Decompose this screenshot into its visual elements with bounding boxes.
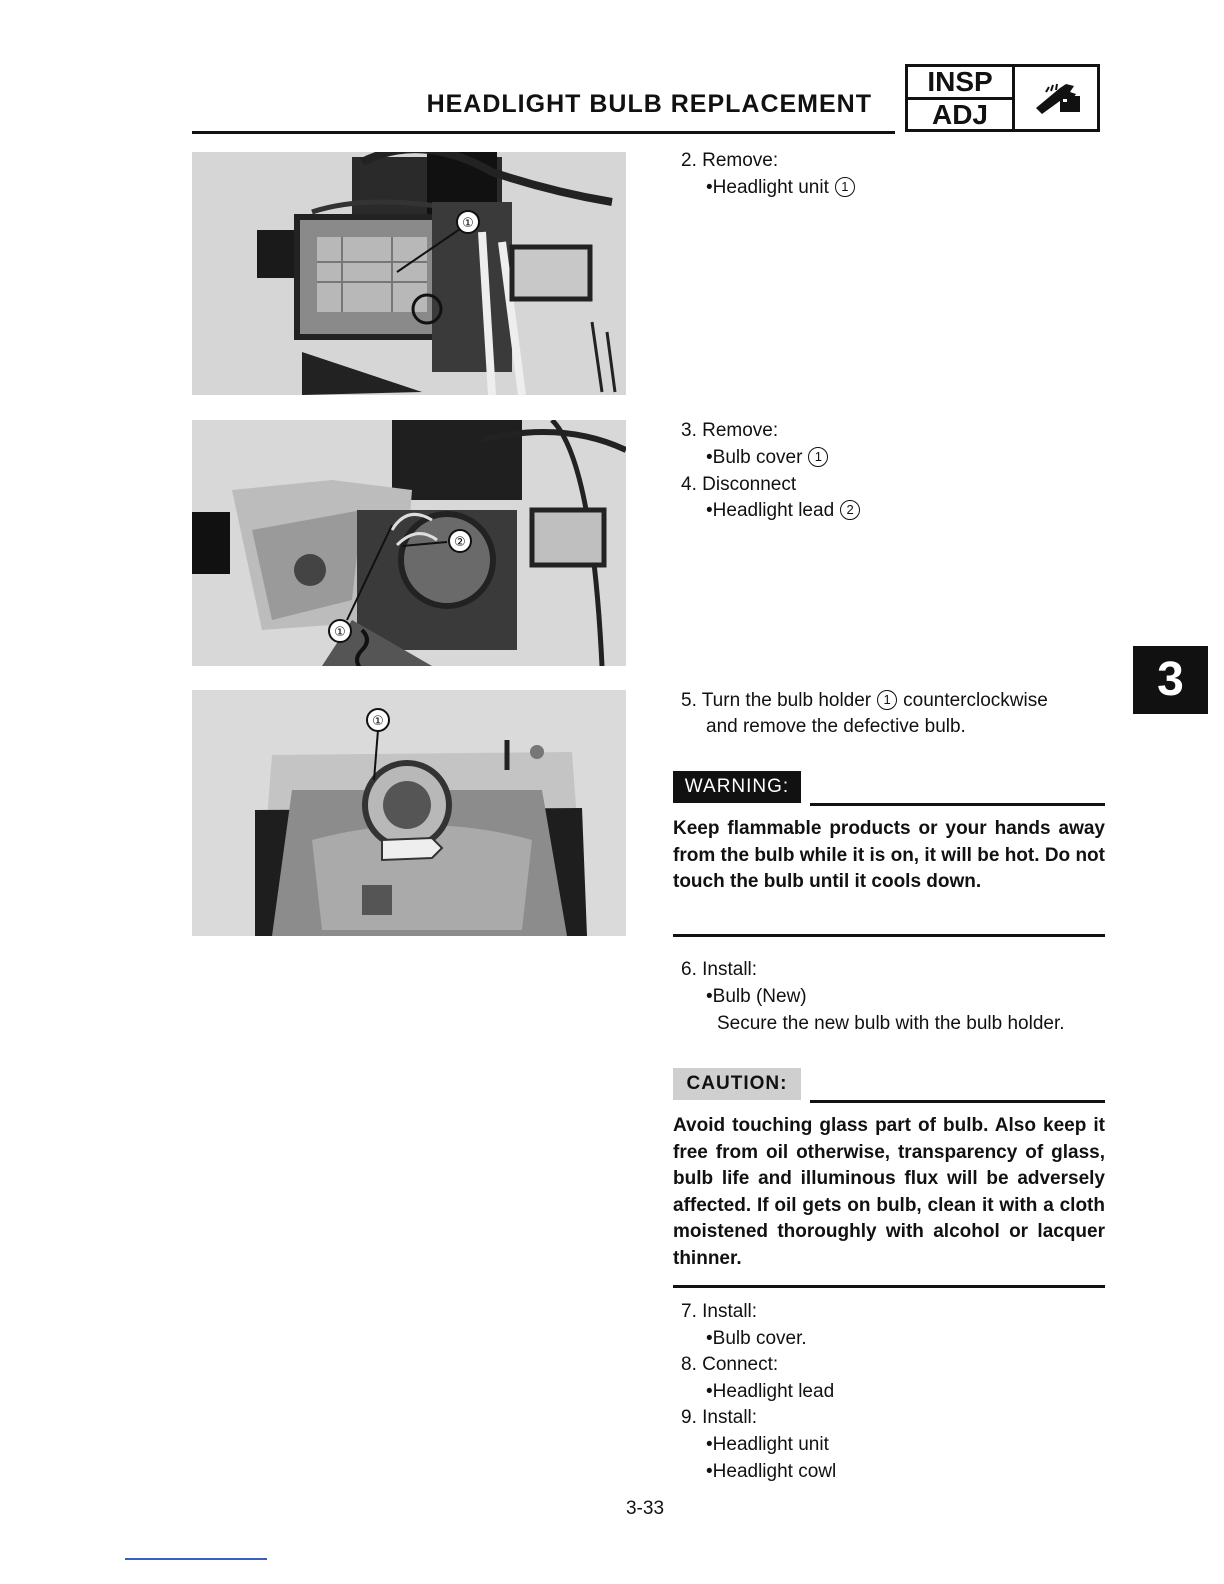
step-2-item-text: •Headlight unit	[706, 177, 829, 198]
photo-headlight-unit	[192, 152, 626, 395]
caution-end-rule	[673, 1285, 1105, 1288]
page-number: 3-33	[625, 1498, 665, 1519]
caution-text: Avoid touching glass part of bulb. Also keep it free from oil otherwise, transparency of glass, bulb life and illuminous flux will be adversely affected. If oil gets on bulb, clean it with a cloth moistened thoroughly with alcohol or lacquer thinner.	[673, 1115, 1105, 1269]
step-9-item-2: •Headlight cowl	[706, 1461, 837, 1482]
section-code-adj: ADJ	[931, 99, 988, 130]
step-9-item-1: •Headlight unit	[706, 1434, 829, 1455]
warning-rule	[810, 803, 1105, 806]
step-5-text-b: counterclockwise	[903, 690, 1048, 711]
callout-number: 1	[835, 177, 855, 197]
step-8-item: •Headlight lead	[706, 1381, 835, 1402]
step-6-note: Secure the new bulb with the bulb holder.	[717, 1013, 1065, 1034]
photo3-callout: ①	[372, 714, 384, 729]
chapter-tab: 3	[1133, 646, 1208, 714]
photo-bulb-cover	[192, 420, 626, 666]
step-3-item	[706, 445, 828, 472]
warning-text: Keep flammable products or your hands away from the bulb while it is on, it will be hot. Do not touch the bulb until it cools down.	[673, 818, 1105, 893]
section-code-insp: INSP	[908, 67, 1012, 100]
step-2-heading: 2. Remove:	[681, 150, 779, 171]
step-8-heading: 8. Connect:	[681, 1354, 779, 1375]
photo2-callout-1: ①	[334, 625, 346, 640]
step-2-item	[706, 175, 855, 202]
photo2-callout-2: ②	[454, 535, 466, 550]
warning-end-rule	[673, 934, 1105, 937]
page-title: HEADLIGHT BULB REPLACEMENT	[426, 90, 872, 118]
title-rule	[192, 131, 895, 134]
step-5-line-2: and remove the defective bulb.	[706, 716, 966, 737]
step-4-item	[706, 498, 860, 525]
step-6-heading: 6. Install:	[681, 959, 758, 980]
photo1-callout: ①	[462, 216, 474, 231]
step-5-line-1	[681, 688, 1111, 715]
callout-number: 1	[808, 447, 828, 467]
step-3-item-text: •Bulb cover	[706, 447, 803, 468]
step-7-heading: 7. Install:	[681, 1301, 758, 1322]
warning-label: WARNING:	[673, 771, 801, 803]
step-5-text-a: 5. Turn the bulb holder	[681, 690, 872, 711]
callout-number: 1	[877, 690, 897, 710]
section-badge	[905, 64, 1100, 132]
caution-label: CAUTION:	[673, 1068, 801, 1100]
step-9-heading: 9. Install:	[681, 1407, 758, 1428]
callout-number: 2	[840, 500, 860, 520]
footer-rule	[125, 1558, 267, 1560]
wrench-icon	[1026, 78, 1086, 118]
step-7-item: •Bulb cover.	[706, 1328, 807, 1349]
step-6-item: •Bulb (New)	[706, 986, 807, 1007]
step-4-heading: 4. Disconnect	[681, 474, 797, 495]
caution-rule	[810, 1100, 1105, 1103]
step-4-item-text: •Headlight lead	[706, 500, 835, 521]
photo-bulb-holder	[192, 690, 626, 936]
step-3-heading: 3. Remove:	[681, 420, 779, 441]
